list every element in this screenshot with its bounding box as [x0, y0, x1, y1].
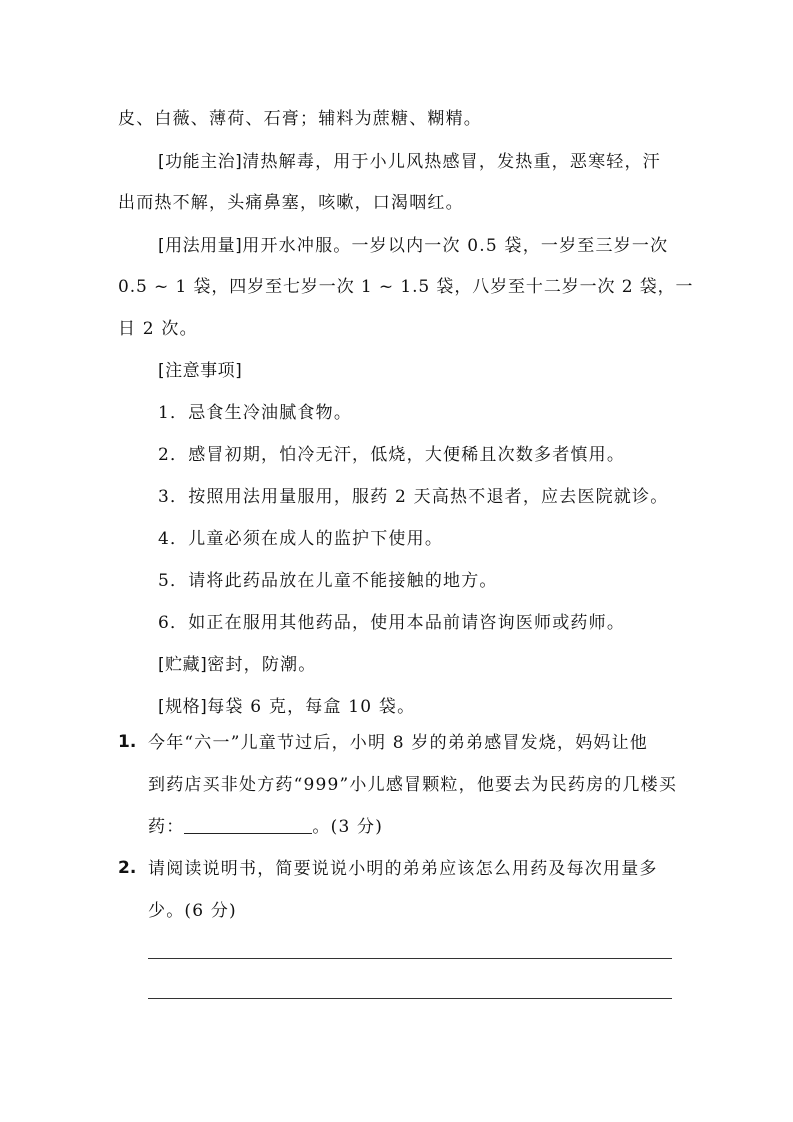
question-1-prefix: 药：: [148, 817, 185, 837]
note-item-1: 1．忌食生冷油腻食物。: [158, 403, 353, 423]
answer-line-1[interactable]: [148, 958, 672, 959]
usage-label: [用法用量]: [158, 236, 243, 256]
answer-blank-1[interactable]: [184, 817, 312, 834]
question-1-line-2: 到药店买非处方药“999”小儿感冒颗粒，他要去为民药房的几楼买: [148, 775, 678, 795]
note-item-5: 5．请将此药品放在儿童不能接触的地方。: [158, 571, 498, 591]
spec-label: [规格]: [158, 697, 208, 717]
question-1-score: 。(3 分): [312, 817, 384, 837]
function-line-1: [158, 151, 661, 173]
usage-text-1: 用开水冲服。一岁以内一次 0.5 袋，一岁至三岁一次: [242, 236, 669, 256]
notes-label: [注意事项]: [158, 361, 243, 381]
question-2-line-1: 请阅读说明书，简要说说小明的弟弟应该怎么用药及每次用量多: [148, 859, 658, 879]
question-1-line-1: 今年“六一”儿童节过后，小明 8 岁的弟弟感冒发烧，妈妈让他: [148, 733, 649, 753]
question-2-line-2: 少。(6 分): [148, 901, 237, 921]
note-item-2: 2．感冒初期，怕冷无汗，低烧，大便稀且次数多者慎用。: [158, 445, 626, 465]
spec-text: 每袋 6 克，每盒 10 袋。: [207, 697, 416, 717]
storage-text: 密封，防潮。: [207, 655, 317, 675]
ingredients-tail: 皮、白薇、薄荷、石膏；辅料为蔗糖、糊精。: [118, 109, 482, 129]
function-line-2: 出而热不解，头痛鼻塞，咳嗽，口渴咽红。: [118, 193, 464, 213]
usage-line-1: [158, 235, 668, 257]
question-1-number: 1.: [118, 732, 137, 752]
storage-line: [158, 654, 316, 676]
function-label: [功能主治]: [158, 152, 243, 172]
question-1-line-3: [148, 816, 383, 838]
usage-line-3: 日 2 次。: [118, 319, 198, 339]
answer-line-2[interactable]: [148, 998, 672, 999]
note-item-4: 4．儿童必须在成人的监护下使用。: [158, 529, 444, 549]
question-2-number: 2.: [118, 858, 137, 878]
storage-label: [贮藏]: [158, 655, 208, 675]
function-text-1: 清热解毒，用于小儿风热感冒，发热重，恶寒轻，汗: [242, 152, 661, 172]
note-item-6: 6．如正在服用其他药品，使用本品前请咨询医师或药师。: [158, 613, 626, 633]
spec-line: [158, 696, 415, 718]
usage-line-2: 0.5 ~ 1 袋，四岁至七岁一次 1 ~ 1.5 袋，八岁至十二岁一次 2 袋，一: [118, 277, 694, 297]
note-item-3: 3．按照用法用量服用，服药 2 天高热不退者，应去医院就诊。: [158, 487, 669, 507]
